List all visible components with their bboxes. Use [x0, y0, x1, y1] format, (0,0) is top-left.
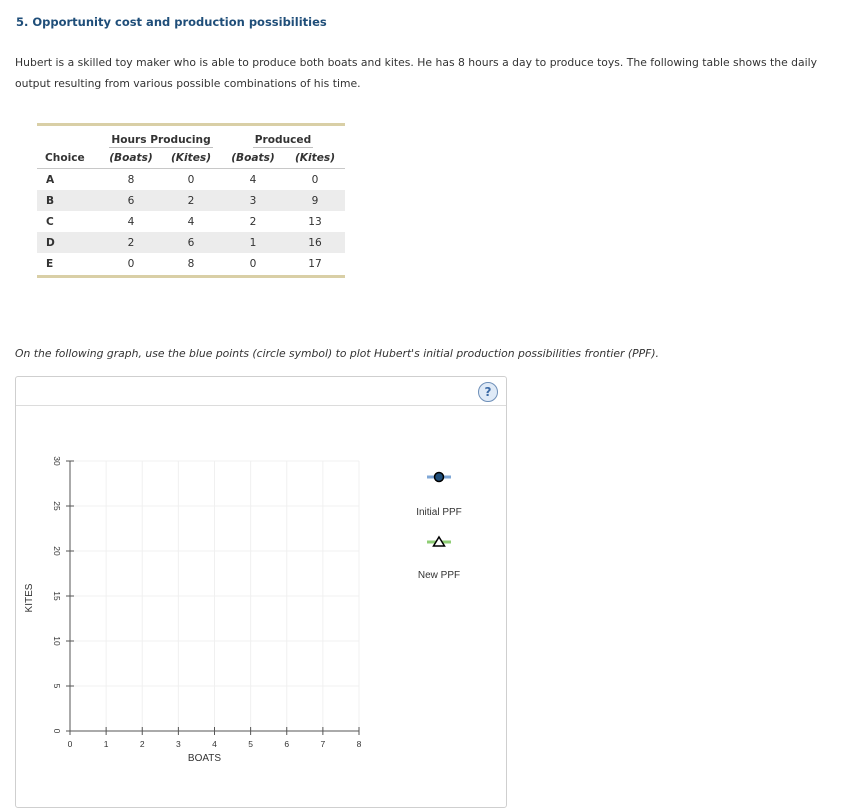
x-tick-label: 4	[212, 739, 217, 749]
table-row	[37, 169, 345, 191]
ppf-graph[interactable]	[16, 377, 506, 797]
cell-hours-boats: 0	[127, 258, 135, 270]
cell-choice: A	[46, 173, 55, 186]
cell-boats: 0	[249, 258, 257, 270]
cell-hours-boats: 6	[101, 190, 161, 211]
cell-hours-kites: 4	[187, 215, 195, 228]
legend-new-ppf-label: New PPF	[417, 570, 461, 581]
y-axis-title: KITES	[24, 583, 35, 613]
x-tick-label: 3	[176, 739, 181, 749]
y-tick-label: 25	[52, 501, 62, 511]
group-header-hours: Hours Producing	[111, 134, 211, 146]
table-bottom-rule	[37, 275, 345, 278]
x-tick-label: 1	[103, 739, 109, 749]
y-tick-label: 5	[52, 683, 62, 689]
cell-boats: 3	[221, 190, 285, 211]
cell-kites: 0	[311, 173, 319, 186]
table-row	[37, 253, 345, 275]
graph-instruction: On the following graph, use the blue points (circle symbol) to plot Hubert's initial production possibilities frontier (PPF).	[15, 347, 659, 360]
cell-choice: E	[46, 258, 54, 270]
y-tick-label: 30	[52, 456, 62, 466]
column-header-hours-boats: (Boats)	[101, 148, 161, 169]
graph-panel[interactable]	[15, 376, 507, 808]
cell-hours-boats: 4	[127, 215, 135, 228]
x-tick-label: 7	[320, 739, 326, 749]
cell-boats: 2	[249, 215, 257, 228]
cell-hours-kites: 6	[161, 232, 221, 253]
cell-choice: C	[46, 215, 54, 228]
cell-hours-kites: 2	[161, 190, 221, 211]
x-axis-title: BOATS	[187, 753, 222, 764]
y-tick-label: 20	[52, 546, 62, 556]
table-row	[37, 211, 345, 232]
cell-choice: D	[37, 232, 101, 253]
legend-initial-ppf-label: Initial PPF	[416, 507, 462, 518]
group-header-produced: Produced	[254, 134, 312, 146]
cell-hours-kites: 8	[187, 258, 195, 270]
legend-initial-ppf-marker[interactable]	[435, 473, 444, 482]
help-icon[interactable]: ?	[478, 382, 498, 402]
question-intro: Hubert is a skilled toy maker who is able to produce both boats and kites. He has 8 hours a day to produce toys. The following table shows the daily output resulting from various possible combinations of his time.	[15, 56, 818, 90]
table-row	[37, 232, 345, 253]
cell-hours-kites: 0	[187, 173, 195, 186]
x-tick-label: 0	[67, 739, 73, 749]
table-row	[37, 190, 345, 211]
x-tick-label: 5	[248, 739, 253, 749]
production-table	[37, 123, 345, 278]
column-header-produced-kites: (Kites)	[285, 148, 345, 169]
cell-kites: 17	[308, 258, 322, 270]
cell-choice: B	[37, 190, 101, 211]
column-header-hours-kites: (Kites)	[161, 148, 221, 169]
cell-hours-boats: 2	[101, 232, 161, 253]
cell-kites: 16	[285, 232, 345, 253]
y-tick-label: 15	[52, 591, 62, 601]
cell-boats: 1	[221, 232, 285, 253]
cell-boats: 4	[249, 173, 257, 186]
cell-hours-boats: 8	[127, 173, 135, 186]
cell-kites: 9	[285, 190, 345, 211]
column-header-choice: Choice	[37, 148, 101, 169]
x-tick-label: 6	[284, 739, 290, 749]
y-tick-label: 10	[52, 636, 62, 646]
y-tick-label: 0	[52, 728, 62, 734]
x-tick-label: 2	[139, 739, 145, 749]
column-header-produced-boats: (Boats)	[221, 148, 285, 169]
cell-kites: 13	[308, 215, 322, 228]
question-title: 5. Opportunity cost and production possibilities	[16, 15, 327, 29]
x-tick-label: 8	[356, 739, 362, 749]
